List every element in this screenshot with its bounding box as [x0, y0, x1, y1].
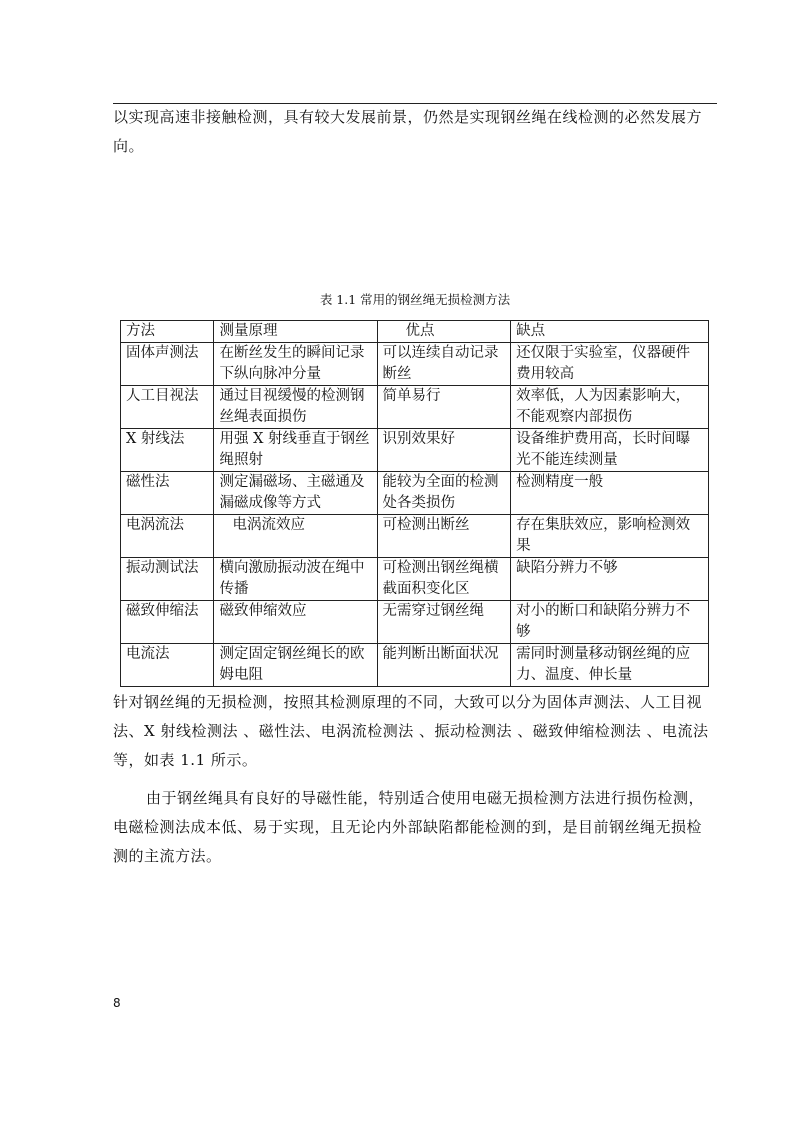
- cell-method: 电涡流法: [121, 515, 214, 558]
- cell-method: 人工目视法: [121, 386, 214, 429]
- header-disadvantage: 缺点: [511, 321, 709, 343]
- cell-disadvantage: 设备维护费用高，长时间曝光不能连续测量: [511, 429, 709, 472]
- cell-advantage: 能判断出断面状况: [377, 644, 511, 687]
- cell-advantage: 简单易行: [377, 386, 511, 429]
- cell-advantage: 可检测出钢丝绳横截面积变化区: [377, 558, 511, 601]
- paragraph-electromagnetic-text: 由于钢丝绳具有良好的导磁性能，特别适合使用电磁无损检测方法进行损伤检测，电磁检测法成本低、易于实现，且无论内外部缺陷都能检测的到，是目前钢丝绳无损检测的主流方法。: [113, 789, 705, 865]
- cell-method: 振动测试法: [121, 558, 214, 601]
- cell-principle: 测定漏磁场、主磁通及漏磁成像等方式: [214, 472, 377, 515]
- paragraph-top: 以实现高速非接触检测，具有较大发展前景，仍然是实现钢丝绳在线检测的必然发展方向。: [113, 108, 703, 155]
- cell-disadvantage: 还仅限于实验室，仪器硬件费用较高: [511, 343, 709, 386]
- cell-method: 电流法: [121, 644, 214, 687]
- page-number: 8: [113, 996, 121, 1010]
- cell-advantage: 能较为全面的检测处各类损伤: [377, 472, 511, 515]
- table-row: [121, 515, 709, 558]
- cell-principle: 横向激励振动波在绳中传播: [214, 558, 377, 601]
- cell-advantage: 可检测出断丝: [377, 515, 511, 558]
- cell-disadvantage: 缺陷分辨力不够: [511, 558, 709, 601]
- cell-disadvantage: 效率低，人为因素影响大，不能观察内部损伤: [511, 386, 709, 429]
- cell-disadvantage: 存在集肤效应，影响检测效果: [511, 515, 709, 558]
- cell-method: 固体声测法: [121, 343, 214, 386]
- cell-principle: 磁致伸缩效应: [214, 601, 377, 644]
- cell-disadvantage: 对小的断口和缺陷分辨力不够: [511, 601, 709, 644]
- cell-principle: 测定固定钢丝绳长的欧姆电阻: [214, 644, 377, 687]
- cell-disadvantage: 需同时测量移动钢丝绳的应力、温度、伸长量: [511, 644, 709, 687]
- table-caption: 表 1.1 常用的钢丝绳无损检测方法: [319, 292, 511, 307]
- table-row: [121, 386, 709, 429]
- header-method: 方法: [121, 321, 214, 343]
- cell-advantage: 无需穿过钢丝绳: [377, 601, 511, 644]
- table-row: [121, 429, 709, 472]
- cell-principle: 电涡流效应: [214, 515, 377, 558]
- table-header-row: [121, 321, 709, 343]
- table-row: [121, 472, 709, 515]
- cell-disadvantage: 检测精度一般: [511, 472, 709, 515]
- cell-advantage: 可以连续自动记录断丝: [377, 343, 511, 386]
- methods-table: [120, 320, 709, 687]
- table-row: [121, 343, 709, 386]
- header-principle: 测量原理: [214, 321, 377, 343]
- table-row: [121, 558, 709, 601]
- cell-method: 磁性法: [121, 472, 214, 515]
- cell-method: 磁致伸缩法: [121, 601, 214, 644]
- cell-advantage: 识别效果好: [377, 429, 511, 472]
- paragraph-electromagnetic: [113, 784, 717, 871]
- table-row: [121, 644, 709, 687]
- table-row: [121, 601, 709, 644]
- header-advantage: 优点: [377, 321, 511, 343]
- cell-principle: 在断丝发生的瞬间记录下纵向脉冲分量: [214, 343, 377, 386]
- paragraph-methods-overview: 针对钢丝绳的无损检测，按照其检测原理的不同，大致可以分为固体声测法、人工目视法、X 射线检测法 、磁性法、电涡流检测法 、振动检测法 、磁致伸缩检测法 、电流法等，如表 1.1 所示。: [113, 693, 709, 769]
- cell-method: X 射线法: [121, 429, 214, 472]
- cell-principle: 通过目视缓慢的检测钢丝绳表面损伤: [214, 386, 377, 429]
- cell-principle: 用强 X 射线垂直于钢丝绳照射: [214, 429, 377, 472]
